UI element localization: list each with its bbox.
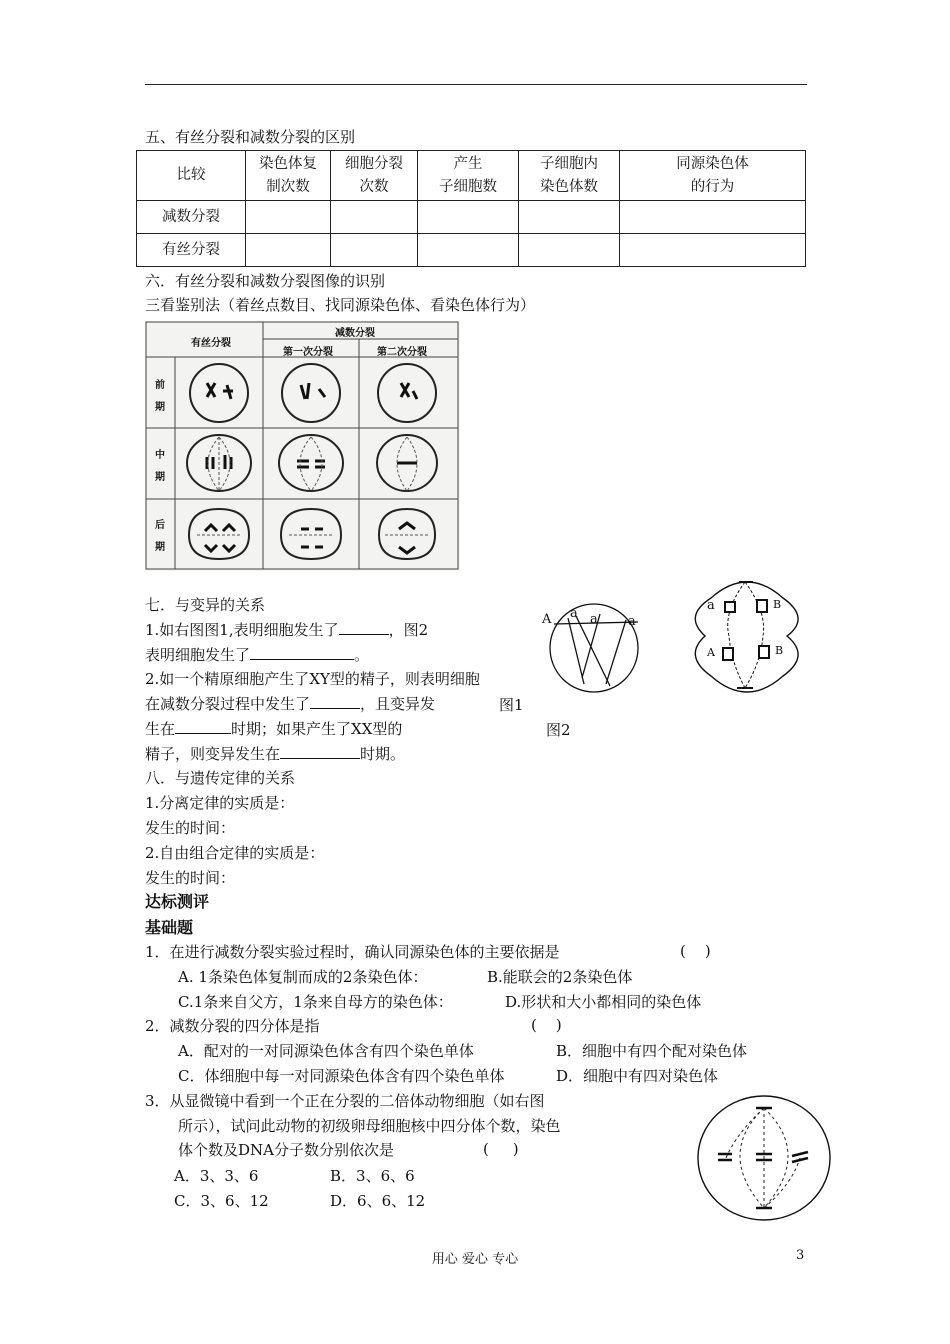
sec7-q1-line2 [145, 645, 369, 665]
q2-option-c[interactable]: C．体细胞中每一对同源染色体含有四个染色单体 [178, 1067, 505, 1085]
table-header: 子细胞内 染色体数 [519, 151, 620, 201]
section6-title: 六．有丝分裂和减数分裂图像的识别 [145, 272, 386, 290]
division-grid-svg [145, 321, 460, 571]
fig-col-mitosis: 有丝分裂 [191, 338, 231, 349]
table-cell[interactable] [418, 234, 519, 267]
answer-blank[interactable] [280, 744, 360, 759]
figure2-cell [683, 572, 811, 700]
row-label: 减数分裂 [137, 201, 246, 234]
header-rule [145, 84, 807, 85]
cell-division-figure [145, 321, 460, 571]
fig2-label-B: B [773, 598, 782, 611]
table-header: 产生 子细胞数 [418, 151, 519, 201]
fig1-label-a: a [570, 606, 578, 621]
q3-option-c[interactable]: C．3、6、12 [174, 1192, 269, 1210]
sec8-line1: 1.分离定律的实质是： [145, 794, 295, 812]
fig-row-metaphase: 中 期 [155, 450, 165, 483]
table-header: 同源染色体 的行为 [620, 151, 806, 201]
fig1-label-a: a [628, 614, 636, 629]
sec7-q2g: 时期。 [360, 745, 406, 763]
table-cell[interactable] [519, 234, 620, 267]
sec7-q2-line2 [145, 694, 435, 714]
fig2-caption: 图2 [546, 721, 571, 739]
q3-option-b[interactable]: B．3、6、6 [330, 1167, 415, 1185]
page-number: 3 [796, 1248, 805, 1263]
comparison-table [136, 150, 806, 267]
sec7-q2e: 时期；如果产生了XX型的 [231, 720, 403, 738]
sec7-q1-line1 [145, 620, 428, 640]
sec7-q2f: 精子，则变异发生在 [145, 745, 281, 763]
fig1-label-A: A [542, 612, 552, 627]
section8-title: 八．与遗传定律的关系 [145, 769, 296, 787]
sec7-q1d: 。 [354, 646, 370, 664]
table-cell[interactable] [331, 234, 418, 267]
table-header: 细胞分裂 次数 [331, 151, 418, 201]
figure3-cell [696, 1094, 832, 1222]
table-header-compare [137, 151, 246, 201]
header-text: 比较 [176, 167, 206, 183]
table-cell[interactable] [418, 201, 519, 234]
section6-subtitle: 三看鉴别法（着丝点数目、找同源染色体、看染色体行为） [145, 296, 536, 314]
q1-option-b[interactable]: B.能联会的2条染色体 [487, 968, 633, 986]
fig1-label-a: a [590, 612, 598, 627]
sec7-q1b: ，图2 [388, 621, 429, 639]
fig1-caption: 图1 [499, 696, 524, 714]
table-row [137, 234, 806, 267]
q1-option-c[interactable]: C.1条来自父方，1条来自母方的染色体： [178, 993, 453, 1011]
section5-title: 五、有丝分裂和减数分裂的区别 [145, 128, 356, 146]
fig2-label-A: A [707, 646, 715, 659]
q2-option-a[interactable]: A．配对的一对同源染色体含有四个染色单体 [178, 1042, 474, 1060]
sec7-q2c: ，且变异发 [360, 695, 436, 713]
table-cell[interactable] [519, 201, 620, 234]
table-cell[interactable] [331, 201, 418, 234]
fig-row-anaphase: 后 期 [155, 520, 165, 553]
q1-option-d[interactable]: D.形状和大小都相同的染色体 [505, 993, 702, 1011]
sec7-q2a: 2.如一个精原细胞产生了XY型的精子，则表明细胞 [145, 670, 480, 688]
figure3-svg [696, 1094, 832, 1222]
table-cell[interactable] [246, 234, 331, 267]
figure1-crossover [538, 600, 650, 696]
q3-option-a[interactable]: A．3、3、6 [174, 1167, 259, 1185]
q3-paren: ( ) [483, 1140, 519, 1158]
fig-row-prophase: 前 期 [155, 380, 165, 413]
sec8-line3: 2.自由组合定律的实质是： [145, 844, 325, 862]
table-cell[interactable] [620, 201, 806, 234]
sec8-line4: 发生的时间： [145, 869, 236, 887]
row-label: 有丝分裂 [137, 234, 246, 267]
answer-blank[interactable] [250, 645, 354, 660]
q1-stem: 1．在进行减数分裂实验过程时，确认同源染色体的主要依据是 [145, 943, 560, 961]
test-subheading: 基础题 [145, 918, 194, 937]
answer-blank[interactable] [175, 719, 231, 734]
page-footer: 用心 爱心 专心 [431, 1252, 519, 1267]
fig2-label-B: B [775, 644, 784, 657]
fig-col-meiosis: 减数分裂 [335, 328, 375, 339]
table-row [137, 201, 806, 234]
q2-option-d[interactable]: D．细胞中有四对染色体 [556, 1067, 719, 1085]
q2-option-b[interactable]: B．细胞中有四个配对染色体 [556, 1042, 748, 1060]
q1-option-a[interactable]: A. 1条染色体复制而成的2条染色体： [178, 968, 428, 986]
table-cell[interactable] [620, 234, 806, 267]
answer-blank[interactable] [339, 620, 389, 635]
q3-stem-line3: 体个数及DNA分子数分别依次是 [178, 1141, 394, 1159]
sec7-q1a: 1.如右图图1,表明细胞发生了 [145, 621, 339, 639]
answer-blank[interactable] [310, 694, 360, 709]
sec7-q2b: 在减数分裂过程中发生了 [145, 695, 311, 713]
sec7-q2-line4 [145, 744, 405, 764]
sec7-q2-line3 [145, 719, 402, 739]
fig-col-first: 第一次分裂 [283, 347, 333, 358]
q2-paren: ( ) [531, 1016, 562, 1034]
q2-stem: 2．减数分裂的四分体是指 [145, 1017, 320, 1035]
section7-title: 七．与变异的关系 [145, 596, 266, 614]
fig2-label-a: a [707, 598, 715, 613]
figure2-svg [683, 572, 811, 700]
q3-stem-line2: 所示），试问此动物的初级卵母细胞核中四分体个数，染色 [178, 1117, 561, 1135]
table-cell[interactable] [246, 201, 331, 234]
q1-paren: ( ) [680, 942, 711, 960]
test-heading: 达标测评 [145, 892, 210, 911]
table-header: 染色体复 制次数 [246, 151, 331, 201]
sec8-line2: 发生的时间： [145, 819, 236, 837]
fig-col-second: 第二次分裂 [377, 347, 427, 358]
sec7-q2d: 生在 [145, 720, 176, 738]
sec7-q1c: 表明细胞发生了 [145, 646, 251, 664]
q3-option-d[interactable]: D．6、6、12 [330, 1192, 426, 1210]
q3-stem-line1: 3．从显微镜中看到一个正在分裂的二倍体动物细胞（如右图 [145, 1092, 545, 1110]
